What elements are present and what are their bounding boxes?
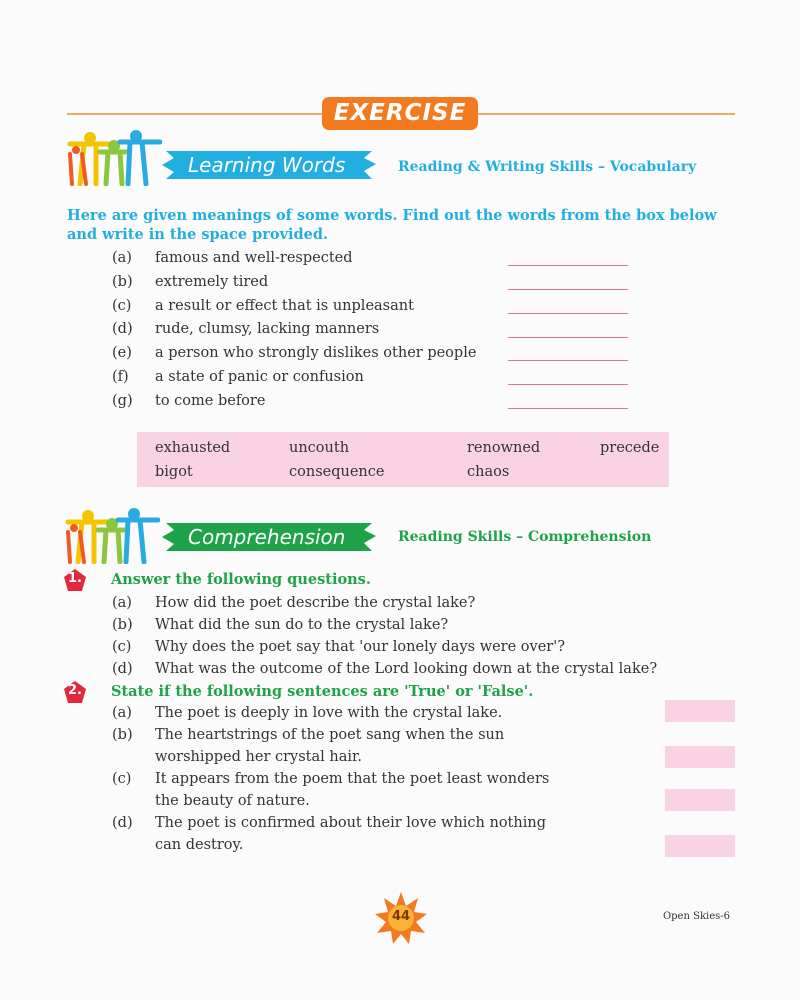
header-rule-right (478, 113, 735, 115)
comprehension-badge (160, 520, 380, 554)
learning-words-label: Learning Words (188, 153, 346, 177)
word-box-item: bigot (155, 464, 193, 480)
vocab-answer-blank[interactable] (508, 408, 628, 409)
true-false-answer-box[interactable] (665, 789, 735, 811)
book-title: Open Skies-6 (662, 911, 730, 922)
word-box-item: chaos (467, 464, 510, 480)
comprehension-skill-label: Reading Skills – Comprehension (398, 529, 652, 545)
header-rule-left (67, 113, 322, 115)
word-box-item: consequence (289, 464, 385, 480)
true-false-answer-box[interactable] (665, 746, 735, 768)
word-box (137, 432, 669, 487)
question-2-badge: 2. (63, 680, 87, 704)
people-icon (64, 508, 160, 564)
page-number-star-icon (373, 890, 429, 946)
true-false-answer-box[interactable] (665, 700, 735, 722)
vocab-instruction: Here are given meanings of some words. Find out the words from the box below and write in the space provided. (67, 207, 717, 243)
exercise-tab: EXERCISE (322, 97, 478, 130)
question-1-badge: 1. (63, 568, 87, 592)
vocab-answer-blank[interactable] (508, 337, 628, 338)
vocab-answer-blank[interactable] (508, 313, 628, 314)
vocab-answer-blank[interactable] (508, 289, 628, 290)
comprehension-label: Comprehension (188, 525, 346, 549)
vocab-answer-blank[interactable] (508, 384, 628, 385)
vocab-skill-label: Reading & Writing Skills – Vocabulary (398, 159, 697, 175)
question-1-heading: Answer the following questions. (111, 571, 371, 588)
true-false-answer-box[interactable] (665, 835, 735, 857)
learning-words-badge (160, 148, 380, 182)
question-2-heading: State if the following sentences are 'True' or 'False'. (111, 683, 534, 700)
word-box-item: renowned (467, 440, 541, 456)
word-box-item: precede (600, 440, 660, 456)
word-box-item: uncouth (289, 440, 350, 456)
word-box-item: exhausted (155, 440, 231, 456)
page-number: 44 (391, 909, 411, 924)
vocab-answer-blank[interactable] (508, 360, 628, 361)
people-icon (66, 130, 162, 186)
vocab-answer-blank[interactable] (508, 265, 628, 266)
